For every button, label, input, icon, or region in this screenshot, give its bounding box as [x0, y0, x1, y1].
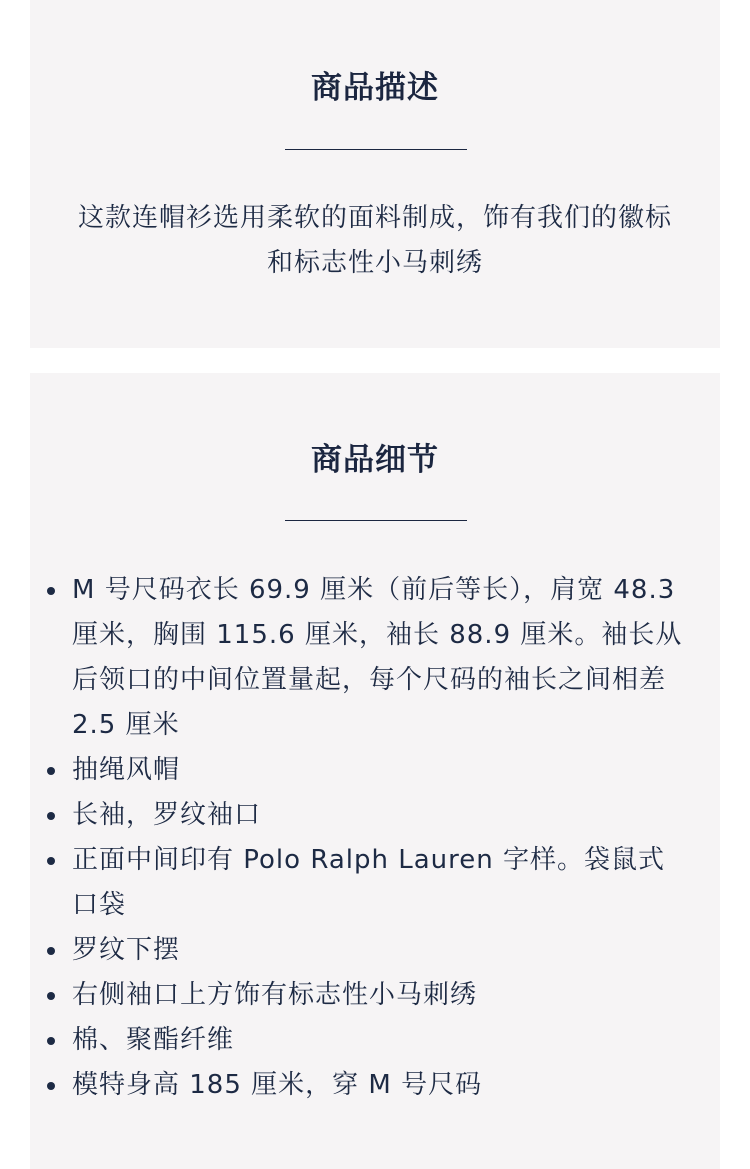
description-text: 这款连帽衫选用柔软的面料制成，饰有我们的徽标和标志性小马刺绣	[77, 203, 672, 278]
product-description-section	[30, 0, 720, 348]
detail-text: 长袖，罗纹袖口	[72, 800, 262, 830]
details-divider	[285, 520, 467, 521]
bullet-icon	[47, 1037, 55, 1045]
detail-item-hem	[72, 928, 690, 973]
detail-text: 右侧袖口上方饰有标志性小马刺绣	[72, 980, 478, 1010]
detail-text: 抽绳风帽	[72, 755, 181, 785]
bullet-icon	[47, 1082, 55, 1090]
detail-text: M 号尺码衣长 69.9 厘米（前后等长），肩宽 48.3 厘米，胸围 115.6 厘米，袖长 88.9 厘米。袖长从后领口的中间位置量起，每个尺码的袖长之间相差 2.5 厘米	[72, 575, 683, 740]
details-title: 商品细节	[311, 442, 439, 478]
detail-item-material	[72, 1018, 690, 1063]
description-divider	[285, 149, 467, 150]
bullet-icon	[47, 857, 55, 865]
detail-text: 罗纹下摆	[72, 935, 181, 965]
detail-text: 棉、聚酯纤维	[72, 1025, 235, 1055]
detail-item-sleeves	[72, 793, 690, 838]
description-title: 商品描述	[311, 70, 439, 106]
product-details-section	[30, 373, 720, 1169]
detail-item-size	[72, 568, 690, 748]
bullet-icon	[47, 812, 55, 820]
detail-text: 正面中间印有 Polo Ralph Lauren 字样。袋鼠式口袋	[72, 845, 665, 920]
detail-item-model	[72, 1063, 690, 1108]
detail-item-hood	[72, 748, 690, 793]
bullet-icon	[47, 947, 55, 955]
bullet-icon	[47, 992, 55, 1000]
detail-item-print	[72, 838, 690, 928]
bullet-icon	[47, 587, 55, 595]
bullet-icon	[47, 767, 55, 775]
details-list	[72, 568, 690, 1108]
detail-text: 模特身高 185 厘米，穿 M 号尺码	[72, 1070, 483, 1100]
detail-item-embroidery	[72, 973, 690, 1018]
